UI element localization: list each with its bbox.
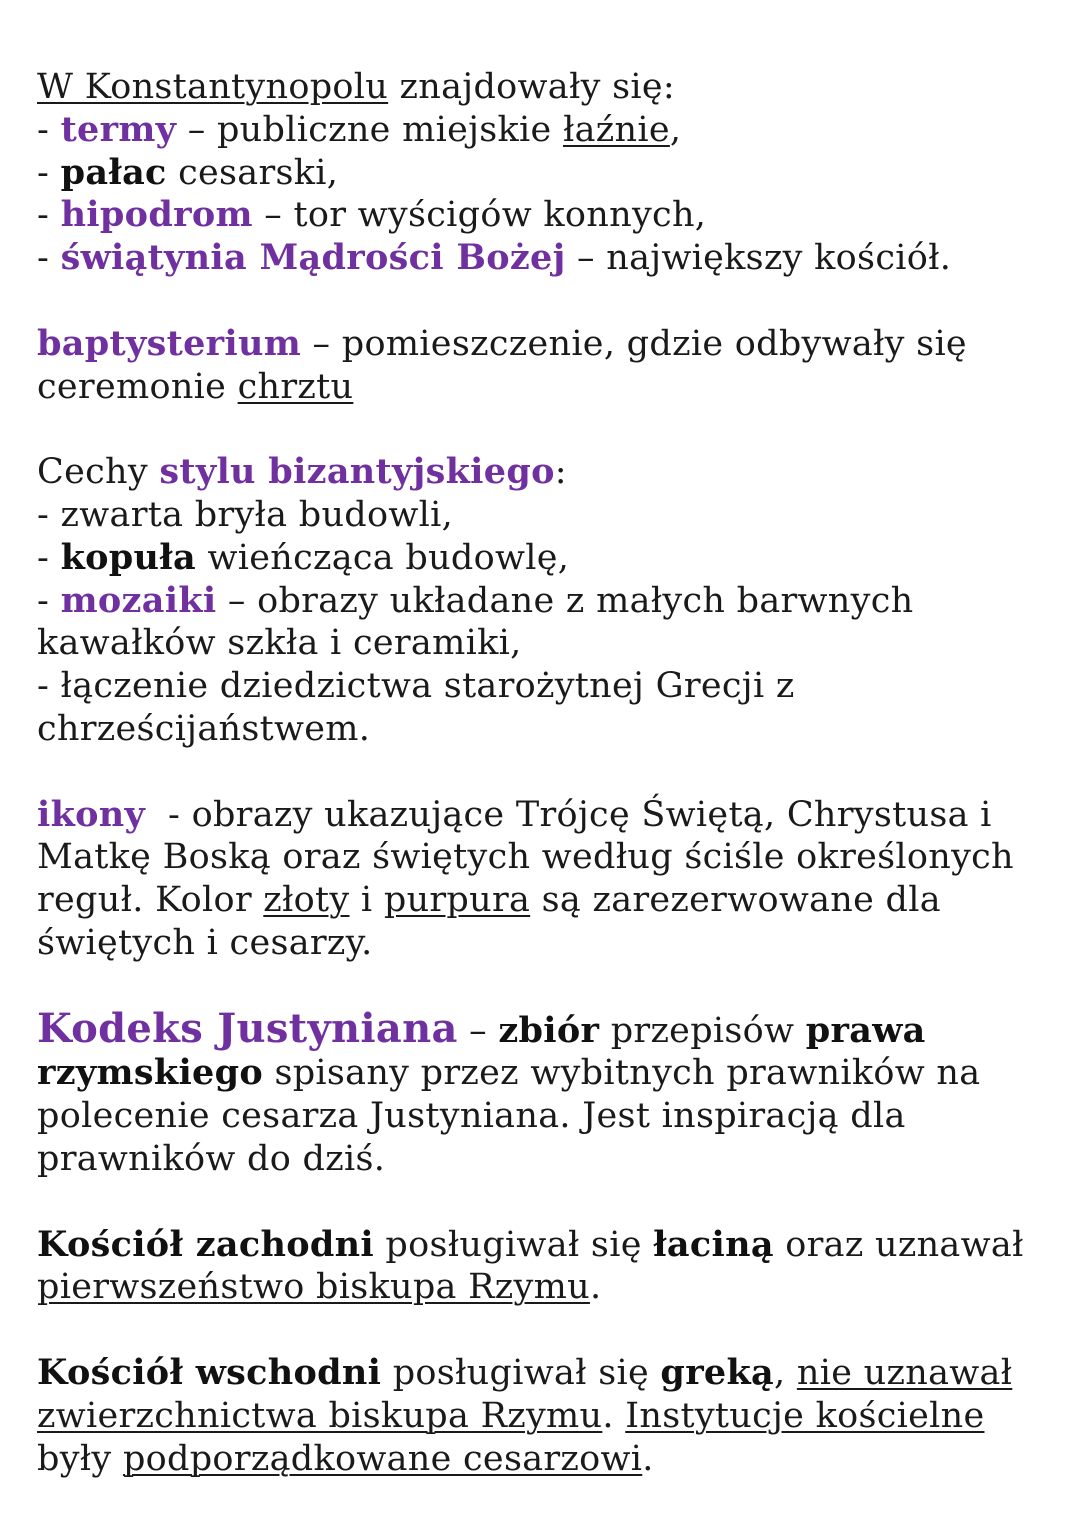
term-kosciol-wschodni: Kościół wschodni — [37, 1351, 382, 1393]
term-hipodrom: hipodrom — [60, 194, 253, 236]
ikony-line-4: świętych i cesarzy. — [37, 922, 373, 963]
term-mozaiki: mozaiki — [60, 579, 217, 621]
list-item-mozaiki-cont: kawałków szkła i ceramiki, — [37, 623, 522, 664]
ikony-definition: ikony - obrazy ukazujące Trójcę Świętą, Chrystusa i — [37, 793, 992, 835]
list-item-swiatynia: - świątynia Mądrości Bożej – największy kościół. — [37, 237, 952, 279]
list-item-laczenie: - łączenie dziedzictwa starożytnej Grecji z — [37, 666, 795, 707]
list-item-bryla: - zwarta bryła budowli, — [37, 494, 454, 535]
spacer — [37, 751, 1047, 794]
term-styl-bizantyjski: stylu bizantyjskiego — [159, 451, 555, 493]
term-ikony: ikony — [37, 793, 146, 835]
spacer — [37, 280, 1047, 323]
list-item-hipodrom: - hipodrom – tor wyścigów konnych, — [37, 194, 707, 236]
list-item-kopula: - kopuła wieńcząca budowlę, — [37, 536, 570, 578]
spacer — [37, 965, 1047, 1008]
term-palac: pałac — [60, 151, 167, 193]
eastern-church-line-1: Kościół wschodni posługiwał się greką, nie uznawał — [37, 1351, 1013, 1393]
constantinople-heading: W Konstantynopolu znajdowały się: — [37, 67, 675, 107]
baptysterium-line-2: ceremonie chrztu — [37, 366, 354, 407]
constantinople-underlined: W Konstantynopolu — [37, 67, 389, 107]
ikony-line-2: Matkę Boską oraz świętych według ściśle określonych — [37, 837, 1014, 878]
spacer — [37, 1309, 1047, 1352]
eastern-church-line-2: zwierzchnictwa biskupa Rzymu. Instytucje kościelne — [37, 1395, 985, 1436]
list-item-mozaiki: - mozaiki – obrazy układane z małych barwnych — [37, 579, 914, 621]
spacer — [37, 1181, 1047, 1224]
list-item-laczenie-cont: chrześcijaństwem. — [37, 708, 371, 749]
list-item-palac: - pałac cesarski, — [37, 151, 339, 193]
eastern-church-line-3: były podporządkowane cesarzowi. — [37, 1438, 654, 1479]
notes-page — [37, 66, 1047, 1480]
kodeks-line-4: prawników do dziś. — [37, 1138, 386, 1179]
ikony-line-3: reguł. Kolor złoty i purpura są zarezerwowane dla — [37, 880, 941, 921]
term-kosciol-zachodni: Kościół zachodni — [37, 1223, 374, 1265]
term-termy: termy — [60, 108, 177, 150]
list-item-termy: - termy – publiczne miejskie łaźnie, — [37, 108, 682, 150]
term-baptysterium: baptysterium — [37, 322, 302, 364]
term-kopula: kopuła — [60, 536, 197, 578]
western-church-line-2: pierwszeństwo biskupa Rzymu. — [37, 1267, 602, 1308]
kodeks-line-3: polecenie cesarza Justyniana. Jest inspiracją dla — [37, 1096, 906, 1137]
byzantine-style-heading: Cechy stylu bizantyjskiego: — [37, 451, 567, 493]
term-kodeks-justyniana: Kodeks Justyniana — [37, 1004, 458, 1052]
spacer — [37, 408, 1047, 451]
baptysterium-definition: baptysterium – pomieszczenie, gdzie odbywały się — [37, 322, 967, 364]
term-swiatynia: świątynia Mądrości Bożej — [60, 237, 566, 279]
kodeks-line-2: rzymskiego spisany przez wybitnych prawników na — [37, 1052, 981, 1094]
western-church-line-1: Kościół zachodni posługiwał się łaciną oraz uznawał — [37, 1223, 1024, 1265]
kodeks-definition: Kodeks Justyniana – zbiór przepisów prawa — [37, 1004, 926, 1052]
